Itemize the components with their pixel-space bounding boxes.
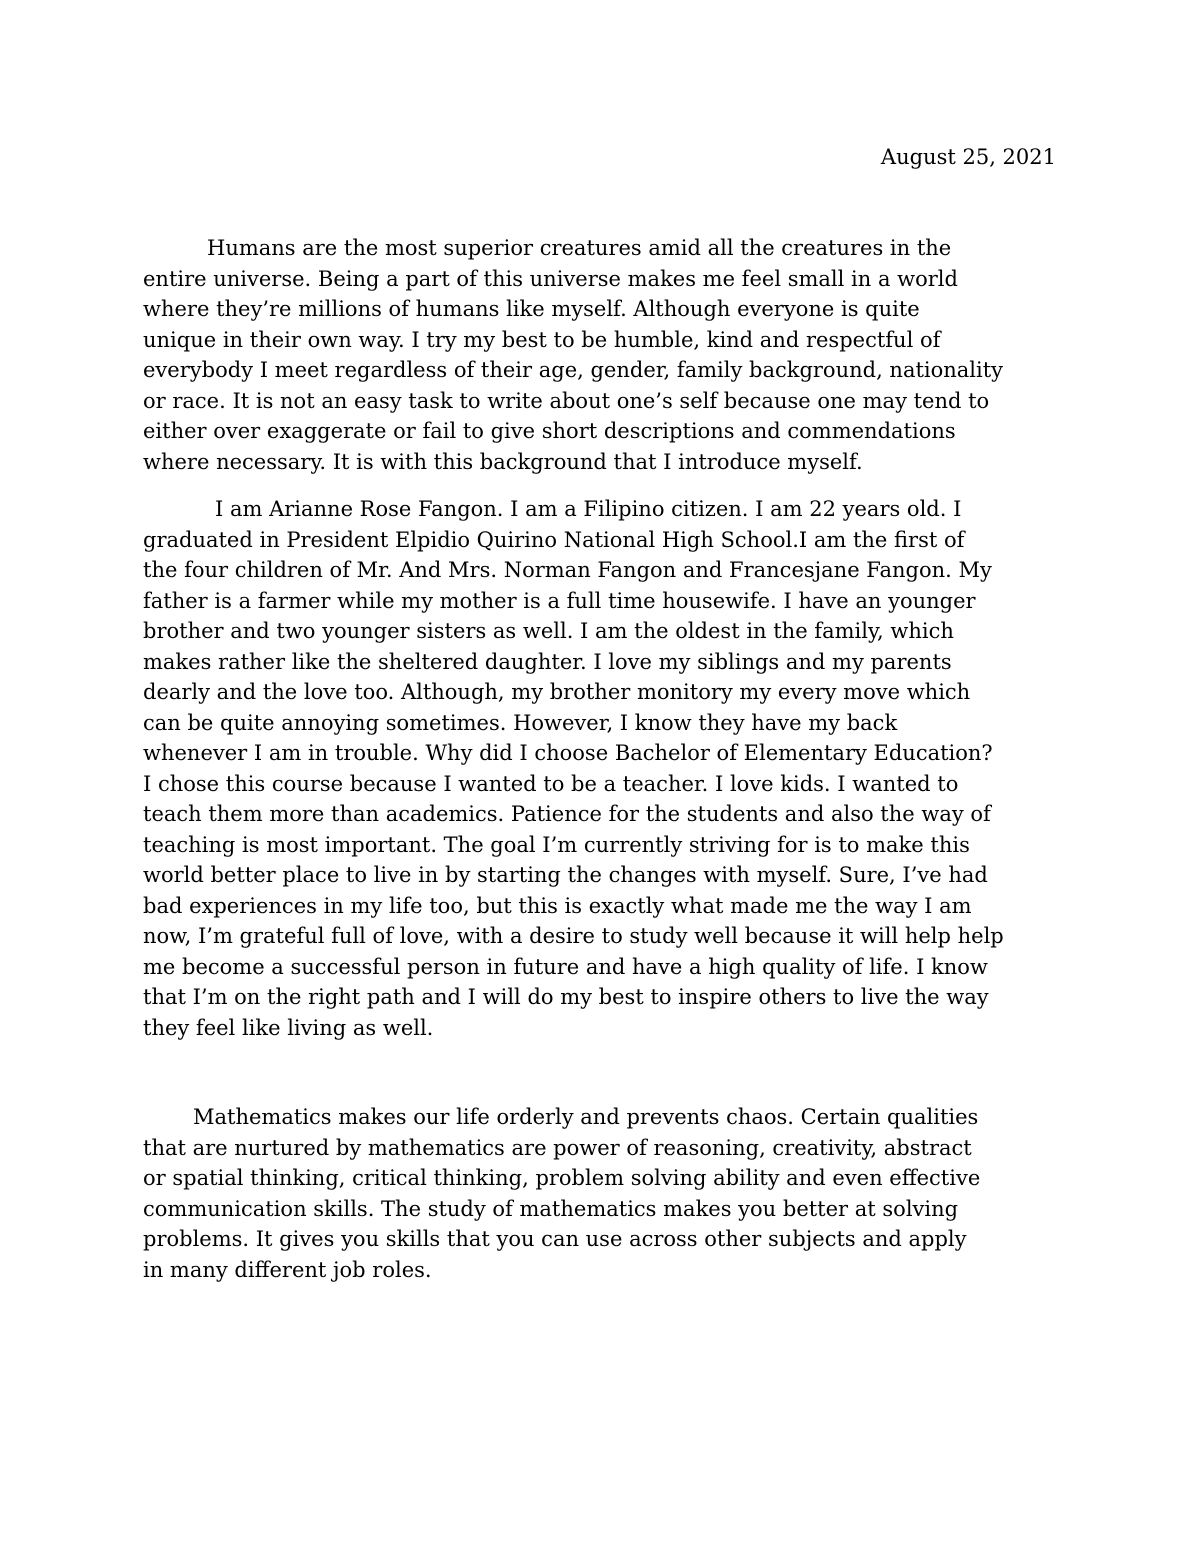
paragraph-line: problems. It gives you skills that you can use across other subjects and apply <box>143 1227 967 1251</box>
paragraph-line: teach them more than academics. Patience for the students and also the way of <box>143 802 991 826</box>
paragraph-line: they feel like living as well. <box>143 1015 434 1040</box>
paragraph-line: that are nurtured by mathematics are power of reasoning, creativity, abstract <box>143 1135 972 1160</box>
paragraph-line: father is a farmer while my mother is a full time housewife. I have an younger <box>143 588 976 613</box>
paragraph-introduction <box>143 233 1063 477</box>
paragraph-line: that I’m on the right path and I will do my best to inspire others to live the way <box>143 985 989 1009</box>
paragraph-line: brother and two younger sisters as well. I am the oldest in the family, which <box>143 619 954 643</box>
paragraph-mathematics <box>143 1102 1063 1285</box>
paragraph-line: whenever I am in trouble. Why did I choose Bachelor of Elementary Education? <box>143 741 993 765</box>
paragraph-personal-background <box>143 494 1063 1043</box>
paragraph-line: can be quite annoying sometimes. However, I know they have my back <box>143 710 898 735</box>
paragraph-line: communication skills. The study of mathematics makes you better at solving <box>143 1196 959 1221</box>
paragraph-line: bad experiences in my life too, but this is exactly what made me the way I am <box>143 893 972 918</box>
paragraph-line: me become a successful person in future and have a high quality of life. I know <box>143 954 988 979</box>
paragraph-line: I chose this course because I wanted to be a teacher. I love kids. I wanted to <box>143 771 959 796</box>
paragraph-line: where they’re millions of humans like myself. Although everyone is quite <box>143 297 920 321</box>
paragraph-line: entire universe. Being a part of this universe makes me feel small in a world <box>143 266 958 291</box>
paragraph-line: Mathematics makes our life orderly and prevents chaos. Certain qualities <box>193 1105 979 1129</box>
paragraph-line: in many different job roles. <box>143 1257 432 1282</box>
paragraph-line: teaching is most important. The goal I’m currently striving for is to make this <box>143 832 970 857</box>
paragraph-line: now, I’m grateful full of love, with a desire to study well because it will help help <box>143 924 1004 948</box>
paragraph-line: Humans are the most superior creatures amid all the creatures in the <box>207 236 952 260</box>
paragraph-line: where necessary. It is with this background that I introduce myself. <box>143 449 863 474</box>
document-date: August 25, 2021 <box>880 145 1056 169</box>
paragraph-line: or spatial thinking, critical thinking, problem solving ability and even effective <box>143 1166 981 1190</box>
paragraph-line: unique in their own way. I try my best to be humble, kind and respectful of <box>143 327 941 352</box>
paragraph-line: either over exaggerate or fail to give short descriptions and commendations <box>143 419 956 443</box>
paragraph-line: the four children of Mr. And Mrs. Norman Fangon and Francesjane Fangon. My <box>143 558 992 582</box>
paragraph-line: or race. It is not an easy task to write about one’s self because one may tend to <box>143 388 990 413</box>
paragraph-line: graduated in President Elpidio Quirino National High School.I am the first of <box>143 527 965 552</box>
paragraph-line: makes rather like the sheltered daughter. I love my siblings and my parents <box>143 649 952 674</box>
paragraph-line: dearly and the love too. Although, my brother monitory my every move which <box>143 680 971 704</box>
paragraph-line: world better place to live in by starting the changes with myself. Sure, I’ve had <box>143 863 988 887</box>
paragraph-line: everybody I meet regardless of their age, gender, family background, nationality <box>143 358 1004 382</box>
paragraph-line: I am Arianne Rose Fangon. I am a Filipino citizen. I am 22 years old. I <box>215 497 962 521</box>
